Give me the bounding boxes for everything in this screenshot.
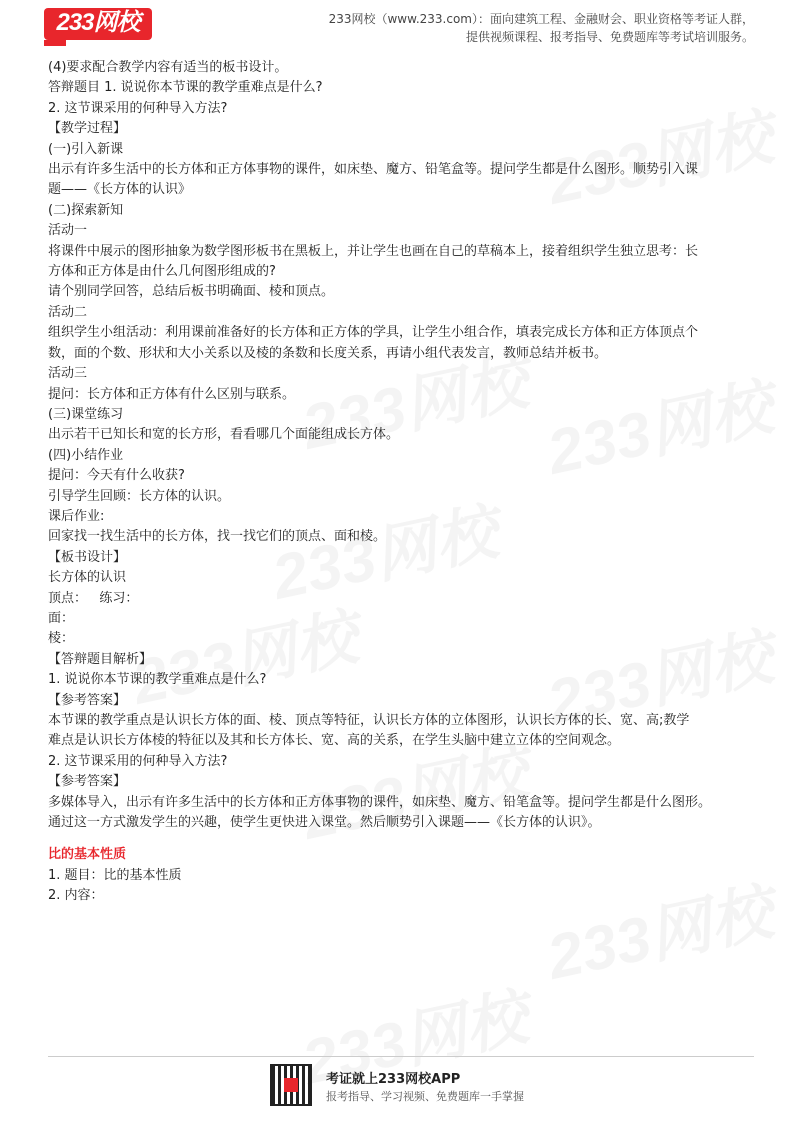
body-line: 2. 这节课采用的何种导入方法? [48,753,228,769]
header-info-line-2: 提供视频课程、报考指导、免费题库等考试培训服务。 [465,30,754,44]
body-line: 回家找一找生活中的长方体，找一找它们的顶点、面和棱。 [48,529,387,545]
body-line: 多媒体导入，出示有许多生活中的长方体和正方体事物的课件，如床垫、魔方、铅笔盒等。提问学生都是什么图形。 [48,794,712,810]
body-line: 提问：长方体和正方体有什么区别与联系。 [48,386,296,402]
body-line: 数，面的个数、形状和大小关系以及棱的条数和长度关系，再请小组代表发言，教师总结并板书。 [48,345,608,361]
body-line: 通过这一方式激发学生的兴趣，使学生更快进入课堂。然后顺势引入课题——《长方体的认识》。 [48,815,601,831]
body-line: 本节课的教学重点是认识长方体的面、棱、顶点等特征，认识长方体的立体图形，认识长方体的长、宽、高;教学 [48,713,690,728]
body-line: 提问：今天有什么收获? [48,468,185,484]
spacer [48,833,754,845]
section-heading: 【板书设计】 [48,549,127,565]
page-header [0,0,800,50]
body-line: 1. 题目：比的基本性质 [48,867,182,883]
body-line: 出示若干已知长和宽的长方形，看看哪几个面能组成长方体。 [48,427,400,443]
body-line: (四)小结作业 [48,447,124,463]
footer-divider [48,1056,754,1057]
body-line: 组织学生小组活动：利用课前准备好的长方体和正方体的学具，让学生小组合作，填表完成长方体和正方体顶点个 [48,325,699,341]
body-line: 长方体的认识 [48,570,127,586]
body-line: 课后作业: [48,508,105,524]
body-line: 方体和正方体是由什么几何图形组成的? [48,264,276,280]
body-line: 难点是认识长方体棱的特征以及其和长方体长、宽、高的关系，在学生头脑中建立立体的空间观念。 [48,733,621,749]
body-line: 顶点： 练习： [48,590,139,606]
logo-accent-bar [44,40,66,46]
header-info-line-1: 233网校（www.233.com）：面向建筑工程、金融财会、职业资格等考证人群， [328,12,754,26]
body-line: 将课件中展示的图形抽象为数学图形板书在黑板上，并让学生也画在自己的草稿本上，接着组织学生独立思考：长 [48,243,699,259]
body-line: 活动三 [48,366,88,382]
body-line: 请个别同学回答，总结后板书明确面、棱和顶点。 [48,284,335,300]
section-title: 比的基本性质 [48,847,127,863]
footer-subtitle: 报考指导、学习视频、免费题库一手掌握 [326,1090,524,1103]
body-line: 活动一 [48,223,88,239]
body-line: 面： [48,610,75,626]
header-info [314,10,754,46]
body-line: 2. 内容： [48,888,104,904]
body-line: 2. 这节课采用的何种导入方法? [48,100,228,116]
body-line: (二)探索新知 [48,202,124,218]
body-line: 题——《长方体的认识》 [48,182,192,198]
brand-logo[interactable]: 233网校 [44,8,152,40]
body-line: 1. 说说你本节课的教学重难点是什么? [48,672,267,688]
section-heading: 【教学过程】 [48,121,127,137]
section-heading: 【参考答案】 [48,692,127,708]
body-line: 出示有许多生活中的长方体和正方体事物的课件，如床垫、魔方、铅笔盒等。提问学生都是什么图形。顺势引入课 [48,162,699,178]
body-line: (一)引入新课 [48,141,124,157]
body-line: 棱： [48,631,75,647]
footer-title: 考证就上233网校APP [326,1072,461,1087]
body-line: 引导学生回顾：长方体的认识。 [48,488,231,504]
body-line: (三)课堂练习 [48,406,124,422]
body-line: 答辩题目 1. 说说你本节课的教学重难点是什么? [48,80,323,96]
section-heading: 【参考答案】 [48,774,127,790]
document-body [48,58,754,907]
body-line: (4)要求配合教学内容有适当的板书设计。 [48,60,288,75]
body-line: 活动二 [48,304,88,320]
section-heading: 【答辩题目解析】 [48,651,153,667]
qr-center-mark [284,1078,298,1092]
